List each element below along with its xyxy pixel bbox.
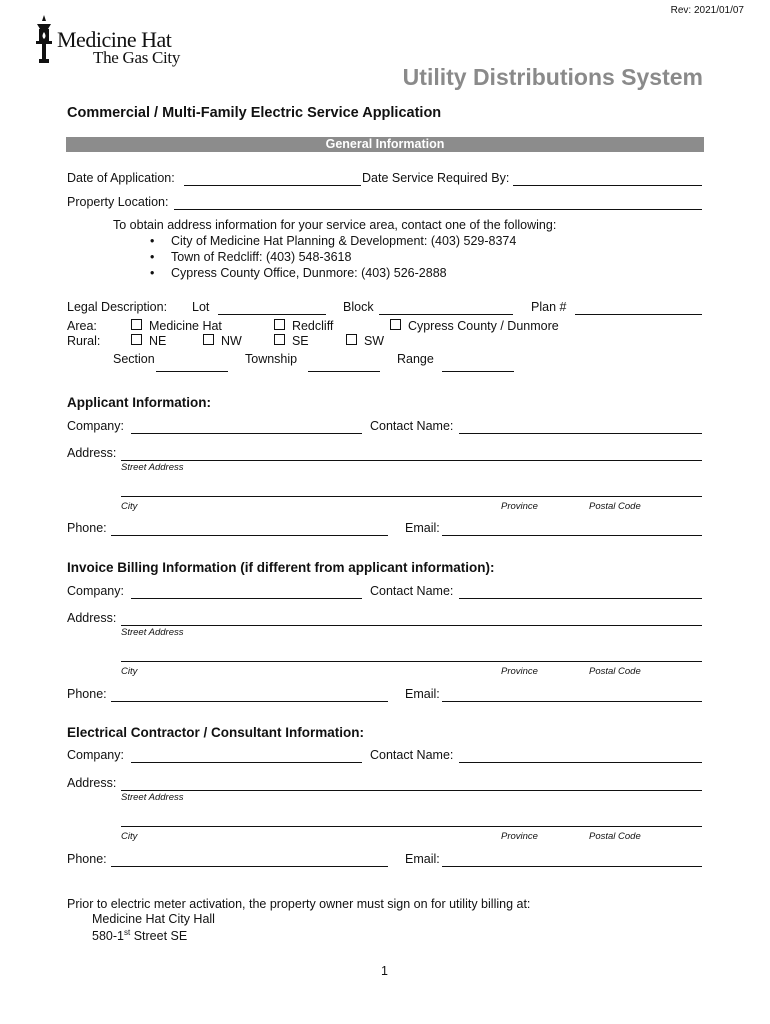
rural-option-label: SE — [291, 334, 309, 348]
checkbox-icon — [131, 319, 142, 330]
phone-label: Phone: — [67, 521, 107, 535]
page-number: 1 — [381, 964, 388, 978]
property-location-field[interactable] — [174, 209, 702, 210]
contractor-company-field[interactable] — [131, 762, 362, 763]
postal-code-caption: Postal Code — [589, 666, 641, 677]
range-field[interactable] — [442, 371, 514, 372]
rural-option-label: SW — [363, 334, 385, 348]
contact-intro: To obtain address information for your service area, contact one of the following: — [113, 218, 557, 232]
billing-company-field[interactable] — [131, 598, 362, 599]
form-title: Commercial / Multi-Family Electric Service Application — [67, 105, 442, 121]
city-caption: City — [121, 666, 138, 677]
contact-name-label: Contact Name: — [370, 748, 454, 762]
contact-name-label: Contact Name: — [370, 419, 454, 433]
phone-label: Phone: — [67, 687, 107, 701]
city-caption: City — [121, 501, 138, 512]
applicant-street-field[interactable] — [121, 460, 702, 461]
applicant-email-field[interactable] — [442, 535, 702, 536]
rural-option-label: NW — [220, 334, 242, 348]
area-option-label: Redcliff — [291, 319, 334, 333]
applicant-phone-field[interactable] — [111, 535, 388, 536]
logo-name: Medicine Hat — [57, 27, 172, 52]
applicant-info-heading: Applicant Information: — [67, 395, 211, 410]
date-of-application-field[interactable] — [184, 185, 361, 186]
rural-ne-checkbox[interactable] — [131, 334, 166, 348]
contact-item: • City of Medicine Hat Planning & Development: (403) 529-8374 — [171, 234, 516, 248]
plan-label: Plan # — [531, 300, 567, 314]
postal-code-caption: Postal Code — [589, 831, 641, 842]
logo-tagline: The Gas City — [93, 48, 181, 67]
rural-label: Rural: — [67, 334, 101, 348]
billing-contact-name-field[interactable] — [459, 598, 702, 599]
street-address-caption: Street Address — [121, 792, 184, 803]
checkbox-icon — [203, 334, 214, 345]
billing-info-heading: Invoice Billing Information (if different from applicant information): — [67, 560, 495, 575]
date-required-label: Date Service Required By: — [362, 171, 510, 185]
date-of-application-label: Date of Application: — [67, 171, 175, 185]
rural-sw-checkbox[interactable] — [346, 334, 384, 348]
township-field[interactable] — [308, 371, 380, 372]
city-caption: City — [121, 831, 138, 842]
property-location-label: Property Location: — [67, 195, 169, 209]
contact-item: • Cypress County Office, Dunmore: (403) 526-2888 — [171, 266, 447, 280]
province-caption: Province — [501, 831, 538, 842]
applicant-company-field[interactable] — [131, 433, 362, 434]
area-cypress-county-checkbox[interactable] — [390, 319, 559, 333]
general-info-header: General Information — [66, 137, 704, 152]
address-number: 580-1 — [92, 929, 124, 944]
address-label: Address: — [67, 446, 117, 460]
email-label: Email: — [405, 687, 440, 701]
section-field[interactable] — [156, 371, 228, 372]
date-required-field[interactable] — [513, 185, 702, 186]
address-label: Address: — [67, 611, 117, 625]
company-label: Company: — [67, 584, 124, 598]
area-medicine-hat-checkbox[interactable] — [131, 319, 222, 333]
range-label: Range — [397, 352, 434, 366]
applicant-city-field[interactable] — [121, 496, 702, 497]
email-label: Email: — [405, 521, 440, 535]
checkbox-icon — [390, 319, 401, 330]
rural-se-checkbox[interactable] — [274, 334, 309, 348]
checkbox-icon — [274, 319, 285, 330]
checkbox-icon — [346, 334, 357, 345]
city-hall-address — [92, 928, 187, 943]
company-label: Company: — [67, 419, 124, 433]
billing-email-field[interactable] — [442, 701, 702, 702]
area-option-label: Medicine Hat — [148, 319, 222, 333]
contractor-info-heading: Electrical Contractor / Consultant Information: — [67, 725, 365, 740]
contractor-street-field[interactable] — [121, 790, 702, 791]
contractor-contact-name-field[interactable] — [459, 762, 702, 763]
address-label: Address: — [67, 776, 117, 790]
contractor-email-field[interactable] — [442, 866, 702, 867]
billing-city-field[interactable] — [121, 661, 702, 662]
block-field[interactable] — [379, 314, 513, 315]
area-option-label: Cypress County / Dunmore — [407, 319, 559, 333]
system-title: Utility Distributions System — [402, 64, 703, 90]
province-caption: Province — [501, 501, 538, 512]
contractor-phone-field[interactable] — [111, 866, 388, 867]
phone-label: Phone: — [67, 852, 107, 866]
revision-date: Rev: 2021/01/07 — [670, 5, 744, 16]
city-hall-name: Medicine Hat City Hall — [92, 912, 215, 926]
city-logo — [33, 15, 183, 67]
section-label: Section — [113, 352, 155, 366]
lamp-icon — [33, 15, 55, 65]
checkbox-icon — [274, 334, 285, 345]
province-caption: Province — [501, 666, 538, 677]
applicant-contact-name-field[interactable] — [459, 433, 702, 434]
area-redcliff-checkbox[interactable] — [274, 319, 333, 333]
billing-notice: Prior to electric meter activation, the property owner must sign on for utility billing at: — [67, 897, 531, 911]
rural-nw-checkbox[interactable] — [203, 334, 242, 348]
email-label: Email: — [405, 852, 440, 866]
checkbox-icon — [131, 334, 142, 345]
billing-phone-field[interactable] — [111, 701, 388, 702]
billing-street-field[interactable] — [121, 625, 702, 626]
street-address-caption: Street Address — [121, 462, 184, 473]
company-label: Company: — [67, 748, 124, 762]
contractor-city-field[interactable] — [121, 826, 702, 827]
legal-description-label: Legal Description: — [67, 300, 168, 314]
plan-field[interactable] — [575, 314, 702, 315]
block-label: Block — [343, 300, 374, 314]
postal-code-caption: Postal Code — [589, 501, 641, 512]
township-label: Township — [245, 352, 298, 366]
address-ordinal: st — [123, 928, 131, 937]
area-label: Area: — [67, 319, 97, 333]
lot-field[interactable] — [218, 314, 326, 315]
rural-option-label: NE — [148, 334, 167, 348]
contact-name-label: Contact Name: — [370, 584, 454, 598]
contact-item: • Town of Redcliff: (403) 548-3618 — [171, 250, 351, 264]
lot-label: Lot — [192, 300, 210, 314]
address-street: Street SE — [130, 929, 188, 944]
street-address-caption: Street Address — [121, 627, 184, 638]
